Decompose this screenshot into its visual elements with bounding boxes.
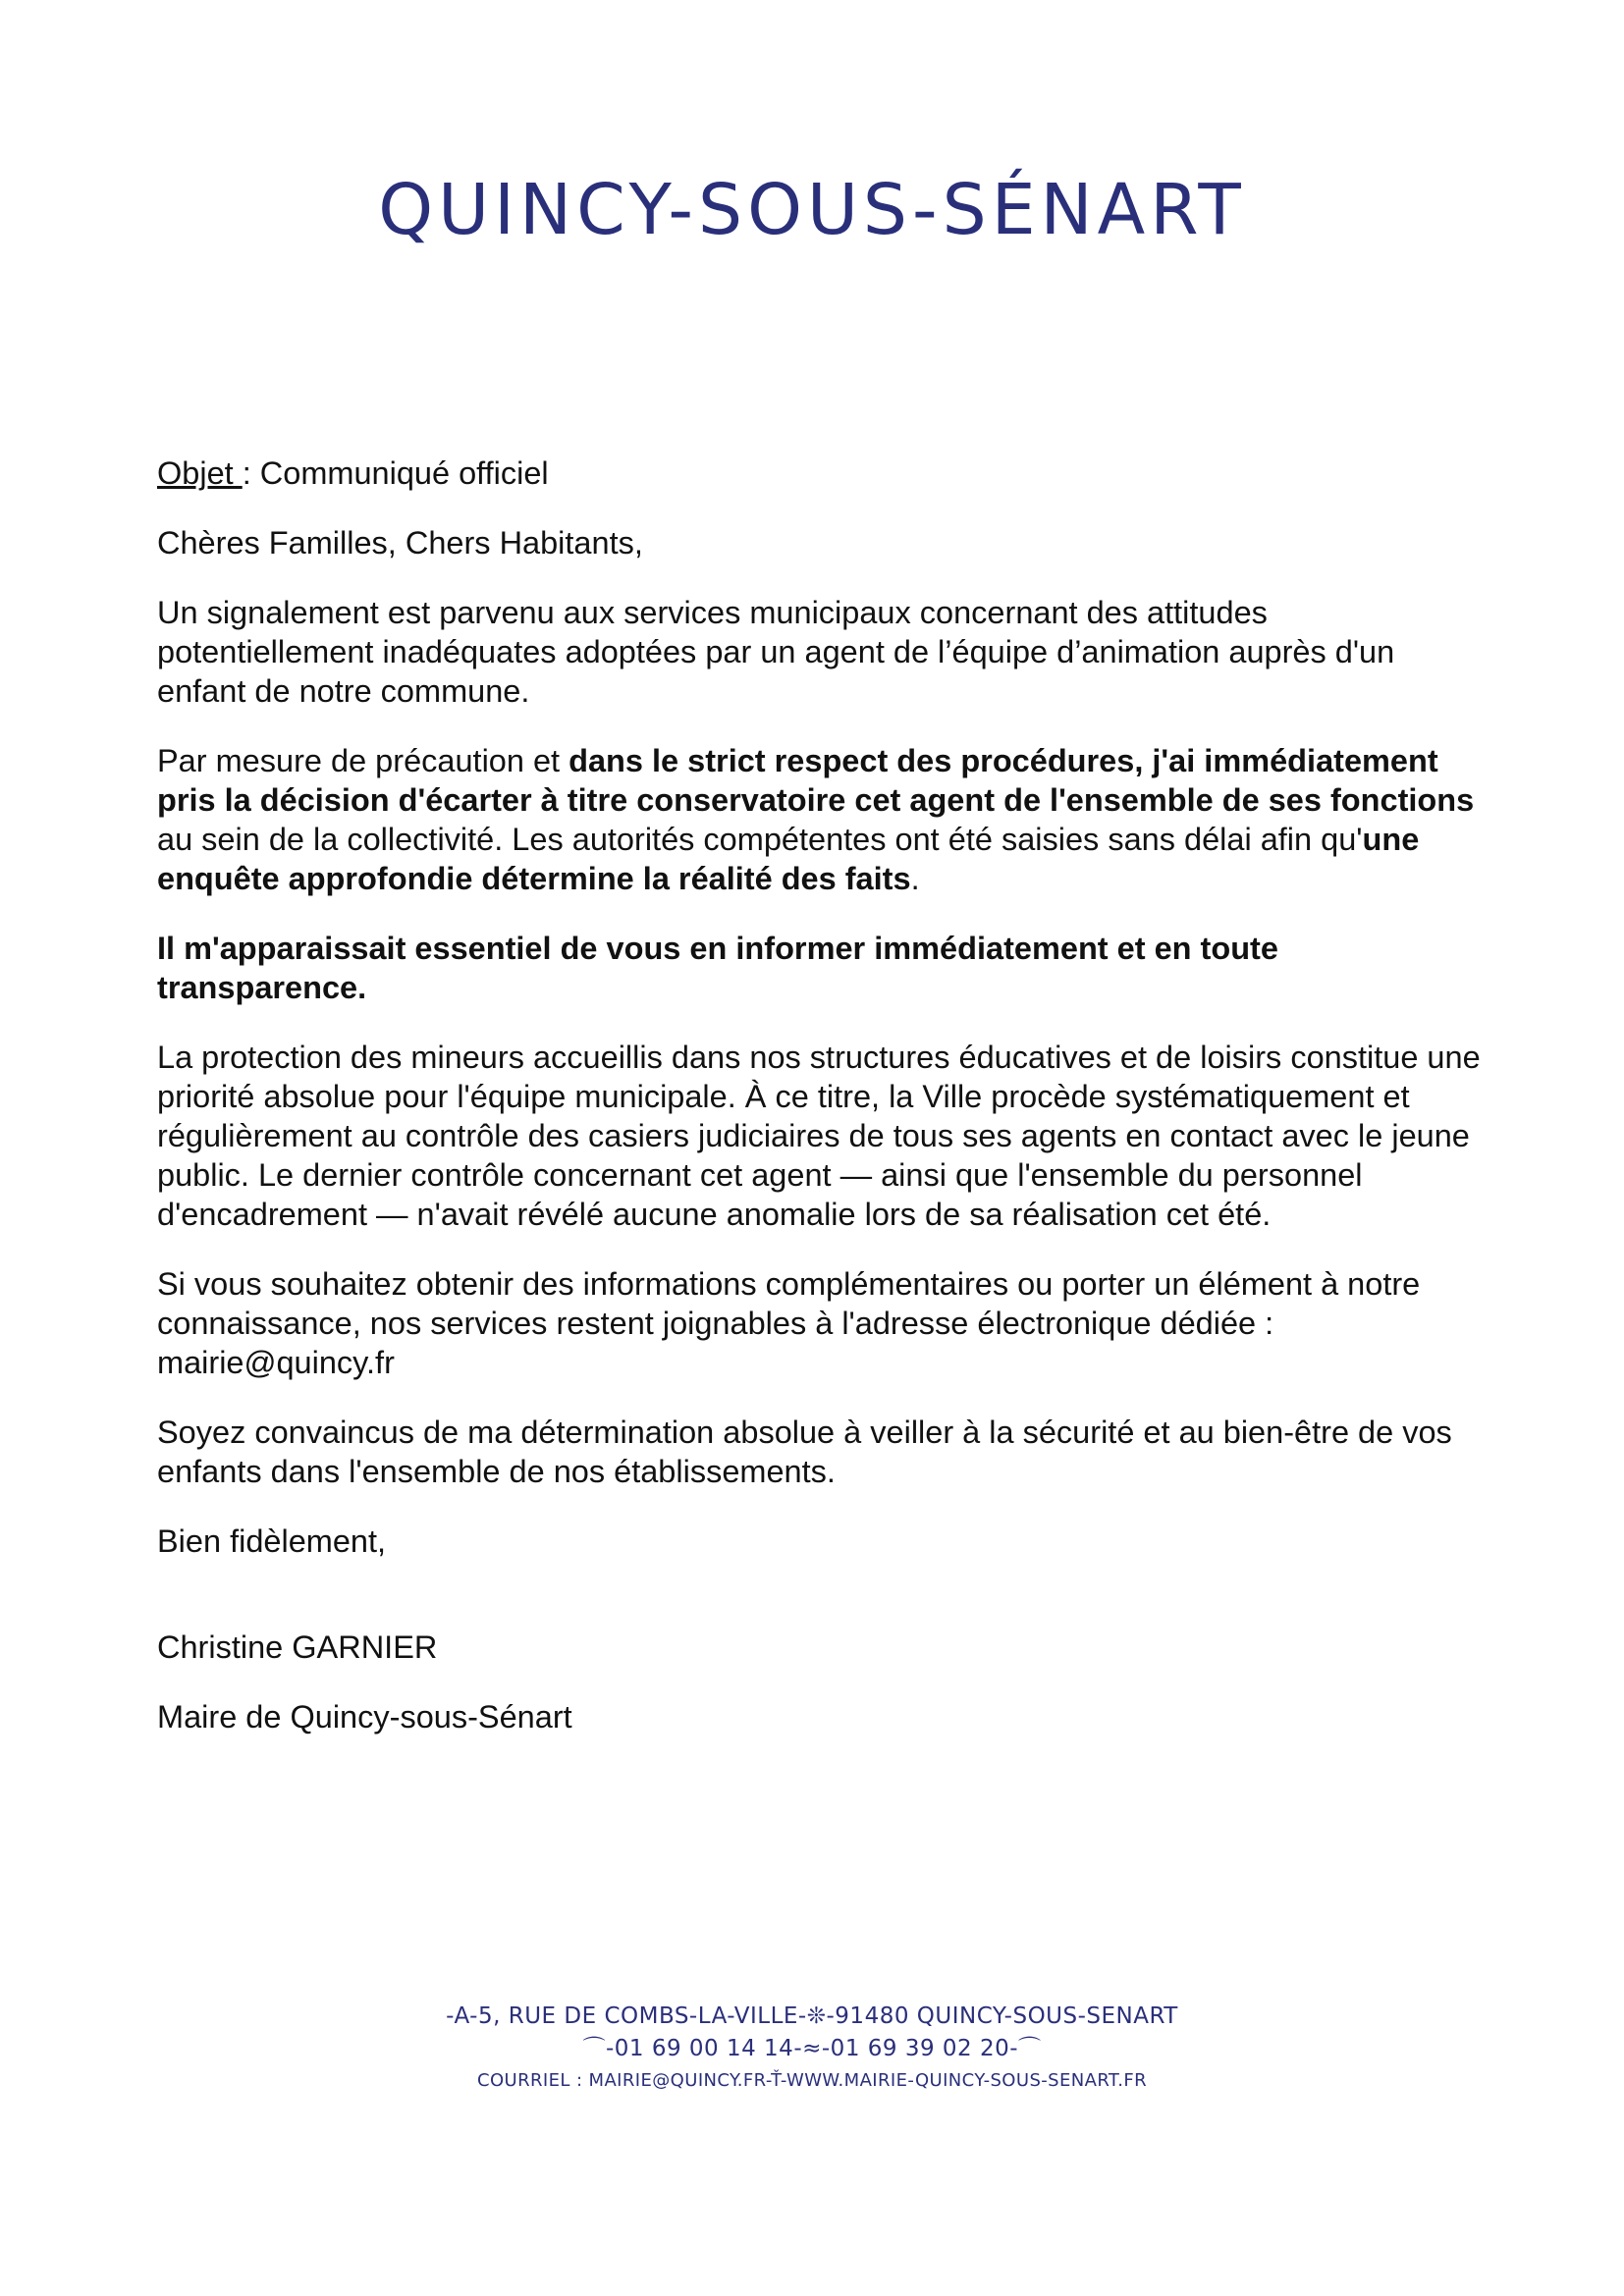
- footer-phones: ⌒-01 69 00 14 14-≈-01 69 39 02 20-⌒: [582, 2036, 1042, 2061]
- footer: [0, 2001, 1624, 2097]
- letter-body: [157, 454, 1483, 1767]
- contact-text: Si vous souhaitez obtenir des informations complémentaires ou porter un élément à notre connaissance, nos services restent joignables à l'adresse électronique dédiée :: [157, 1266, 1421, 1341]
- signature-name: Christine GARNIER: [157, 1629, 438, 1665]
- measures-text-2: au sein de la collectivité. Les autorités compétentes ont été saisies sans délai afin qu': [157, 822, 1363, 857]
- paragraph-protection: La protection des mineurs accueillis dans nos structures éducatives et de loisirs constitue une priorité absolue pour l'équipe municipale. À ce titre, la Ville procède systématiquement et régulièrement au contrôle des casiers judiciaires de tous ses agents en contact avec le jeune public. Le dernier contrôle concernant cet agent — ainsi que l'ensemble du personnel d'encadrement — n'avait révélé aucune anomalie lors de sa réalisation cet été.: [157, 1040, 1481, 1232]
- measures-bold-1: dans le strict respect des procédures, j'ai immédiatement pris la décision d'écarter à titre conservatoire cet agent de l'ensemble de ses fonctions: [157, 743, 1475, 818]
- measures-text-3: .: [910, 861, 920, 896]
- measures-bold-2: une enquête approfondie détermine la réalité des faits: [157, 822, 1420, 896]
- transparency-bold: Il m'apparaissait essentiel de vous en informer immédiatement et en toute transparence.: [157, 931, 1278, 1005]
- footer-address: -A-5, RUE DE COMBS-LA-VILLE-❊-91480 QUINCY-SOUS-SENART: [446, 2003, 1178, 2029]
- measures-text-1: Par mesure de précaution et: [157, 743, 569, 778]
- paragraph-transparency: [157, 929, 1483, 1007]
- city-logo: QUINCY-SOUS-SÉNART: [378, 169, 1246, 250]
- footer-contact: COURRIEL : MAIRIE@QUINCY.FR-Ť-WWW.MAIRIE-QUINCY-SOUS-SENART.FR: [477, 2070, 1147, 2091]
- subject-text: : Communiqué officiel: [242, 455, 549, 491]
- closing: Bien fidèlement,: [157, 1523, 387, 1559]
- paragraph-report: Un signalement est parvenu aux services municipaux concernant des attitudes potentiellement inadéquates adoptées par un agent de l’équipe d’animation auprès d'un enfant de notre commune.: [157, 595, 1395, 709]
- signature-title: Maire de Quincy-sous-Sénart: [157, 1699, 572, 1735]
- paragraph-measures: [157, 741, 1483, 898]
- paragraph-contact: [157, 1264, 1483, 1382]
- paragraph-commitment: Soyez convaincus de ma détermination absolue à veiller à la sécurité et au bien-être de vos enfants dans l'ensemble de nos établissements.: [157, 1415, 1452, 1489]
- subject-line: [157, 454, 1483, 493]
- salutation: Chères Familles, Chers Habitants,: [157, 525, 643, 561]
- contact-email: mairie@quincy.fr: [157, 1345, 395, 1380]
- subject-label: Objet: [157, 455, 243, 491]
